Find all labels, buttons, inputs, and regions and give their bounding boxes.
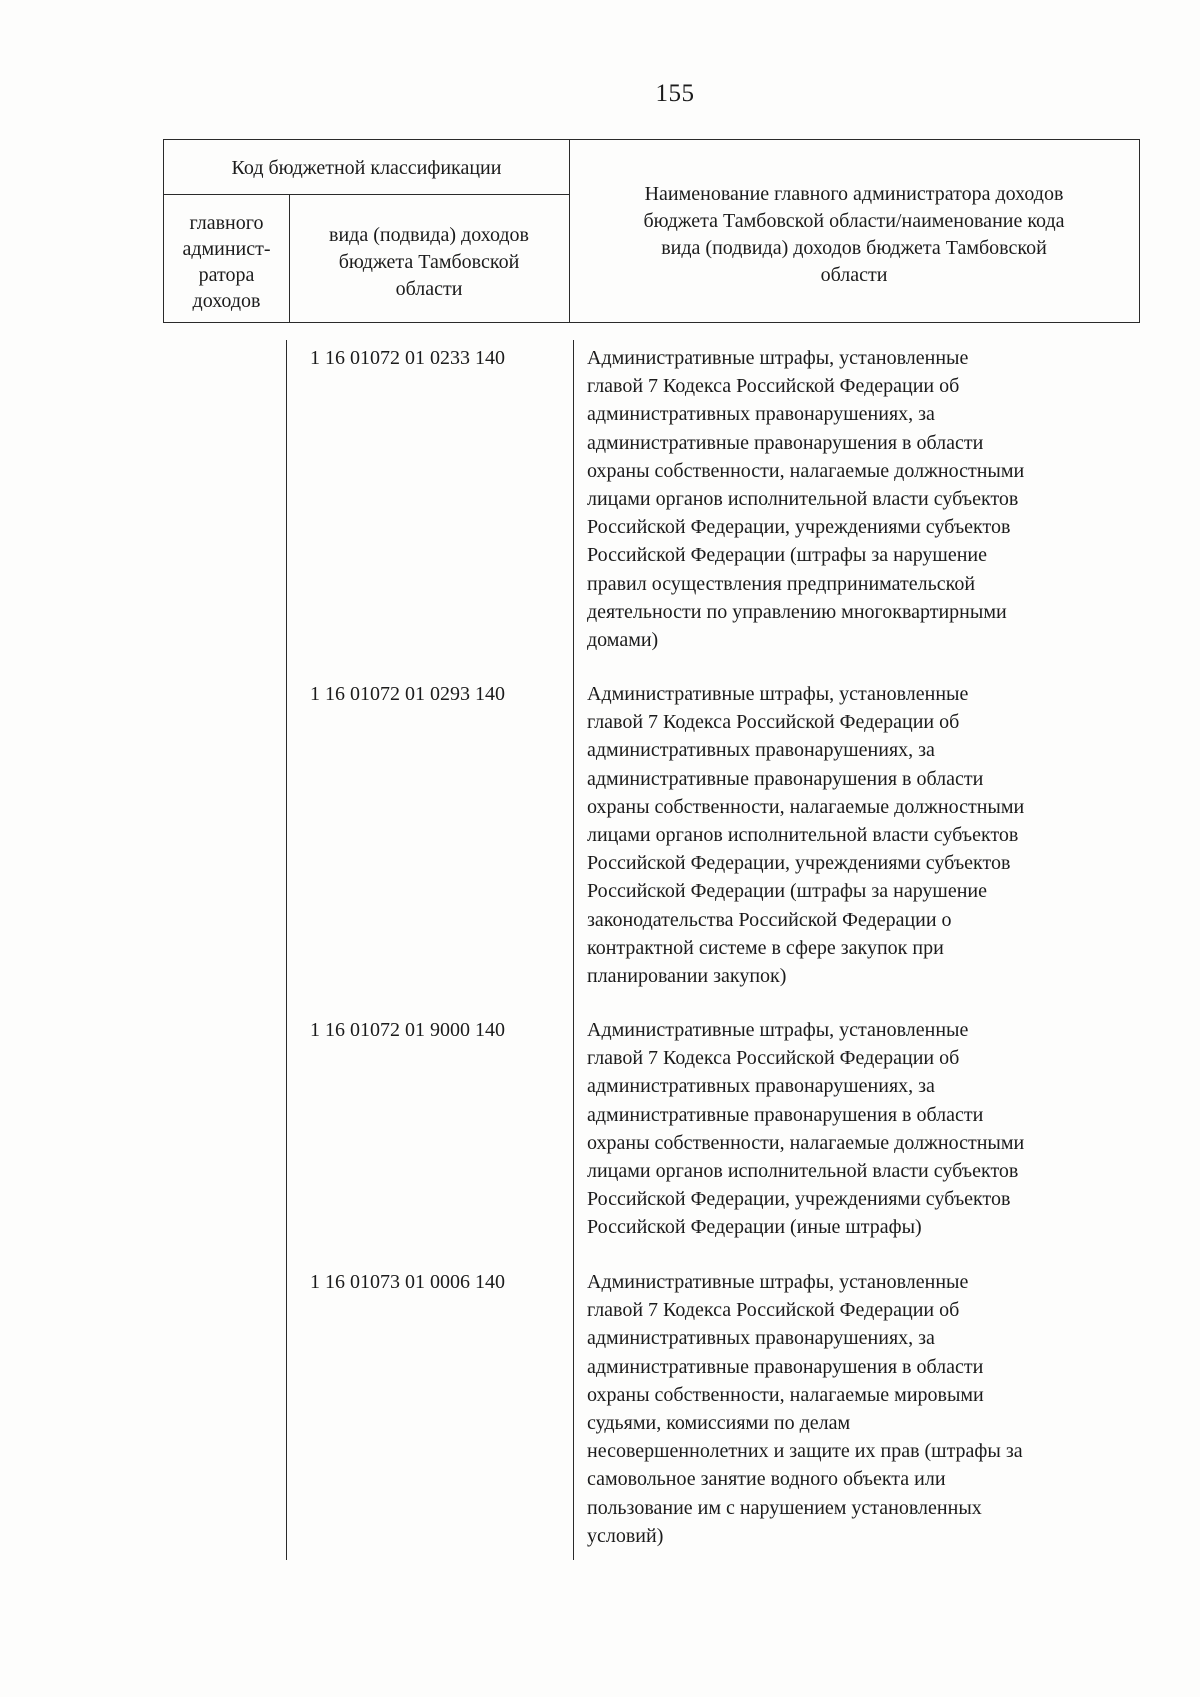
row-description-line: охраны собственности, налагаемые мировыми: [587, 1383, 984, 1406]
row-code: 1 16 01073 01 0006 140: [310, 1271, 505, 1293]
row-description-line: Российской Федерации, учреждениями субъектов: [587, 516, 1011, 539]
row-description-line: пользование им с нарушением установленных: [587, 1496, 982, 1519]
table-header: [163, 139, 1140, 323]
row-description-line: главой 7 Кодекса Российской Федерации об: [587, 375, 960, 398]
row-description-line: Административные штрафы, установленные: [587, 1019, 969, 1041]
row-description-line: лицами органов исполнительной власти субъектов: [587, 488, 1019, 511]
row-description-line: правил осуществления предпринимательской: [587, 572, 976, 595]
row-code: 1 16 01072 01 9000 140: [310, 1019, 505, 1041]
row-description-line: главой 7 Кодекса Российской Федерации об: [587, 1299, 960, 1322]
row-description-line: административных правонарушениях, за: [587, 739, 935, 762]
table-body-divider-right: [573, 340, 574, 1560]
row-description-line: лицами органов исполнительной власти субъектов: [587, 1160, 1019, 1183]
page-number: 155: [655, 80, 695, 107]
header-col-kind-line: бюджета Тамбовской: [338, 251, 520, 273]
row-description-line: Российской Федерации (иные штрафы): [587, 1216, 922, 1239]
row-description-line: Российской Федерации (штрафы за нарушение: [587, 880, 987, 903]
header-col-admin-line: админист-: [182, 238, 271, 260]
row-description: [587, 1268, 1142, 1550]
row-description-line: Административные штрафы, установленные: [587, 683, 969, 705]
header-col-admin-line: главного: [189, 212, 264, 234]
row-description-line: главой 7 Кодекса Российской Федерации об: [587, 1047, 960, 1070]
header-col-kind-line: области: [395, 278, 463, 300]
header-col-kind: [289, 222, 569, 303]
row-description-line: Административные штрафы, установленные: [587, 347, 969, 369]
row-description-line: планировании закупок): [587, 965, 787, 988]
header-col-name-line: области: [820, 264, 888, 286]
row-description-line: несовершеннолетних и защите их прав (штрафы за: [587, 1440, 1023, 1463]
header-divider-horizontal: [164, 194, 569, 195]
row-description-line: законодательства Российской Федерации о: [587, 908, 952, 931]
row-description-line: контрактной системе в сфере закупок при: [587, 936, 944, 959]
row-description-line: главой 7 Кодекса Российской Федерации об: [587, 711, 960, 734]
row-description-line: административные правонарушения в области: [587, 1355, 984, 1378]
row-description-line: административных правонарушениях, за: [587, 1075, 935, 1098]
row-description-line: охраны собственности, налагаемые должностными: [587, 1131, 1025, 1154]
row-description-line: охраны собственности, налагаемые должностными: [587, 795, 1025, 818]
row-description-line: самовольное занятие водного объекта или: [587, 1468, 946, 1491]
row-description-line: административные правонарушения в области: [587, 431, 984, 454]
row-description-line: судьями, комиссиями по делам: [587, 1412, 851, 1435]
header-col-admin-line: ратора: [198, 264, 255, 286]
row-description-line: условий): [587, 1524, 664, 1547]
row-description-line: Российской Федерации, учреждениями субъектов: [587, 852, 1011, 875]
row-description-line: охраны собственности, налагаемые должностными: [587, 459, 1025, 482]
header-col-name-line: Наименование главного администратора доходов: [644, 183, 1064, 205]
row-description-line: административные правонарушения в области: [587, 1103, 984, 1126]
row-description-line: административные правонарушения в области: [587, 767, 984, 790]
header-col-kind-line: вида (подвида) доходов: [329, 224, 529, 246]
row-description-line: лицами органов исполнительной власти субъектов: [587, 824, 1019, 847]
row-description-line: домами): [587, 629, 659, 652]
row-code: 1 16 01072 01 0233 140: [310, 347, 505, 369]
table-body-divider-left: [286, 340, 287, 1560]
header-col-name: [569, 181, 1139, 289]
row-description-line: Российской Федерации (штрафы за нарушение: [587, 544, 987, 567]
header-group-title: Код бюджетной классификации: [231, 157, 502, 179]
row-description: [587, 1016, 1142, 1242]
row-description: [587, 344, 1142, 654]
row-description-line: Административные штрафы, установленные: [587, 1271, 969, 1293]
header-col-name-line: бюджета Тамбовской области/наименование кода: [643, 210, 1065, 232]
row-description-line: деятельности по управлению многоквартирными: [587, 600, 1007, 623]
header-col-admin-line: доходов: [192, 290, 261, 312]
row-code: 1 16 01072 01 0293 140: [310, 683, 505, 705]
row-description-line: административных правонарушениях, за: [587, 1327, 935, 1350]
row-description-line: административных правонарушениях, за: [587, 403, 935, 426]
header-col-name-line: вида (подвида) доходов бюджета Тамбовской: [661, 237, 1047, 259]
row-description: [587, 680, 1142, 990]
header-col-admin: [164, 210, 289, 314]
row-description-line: Российской Федерации, учреждениями субъектов: [587, 1188, 1011, 1211]
